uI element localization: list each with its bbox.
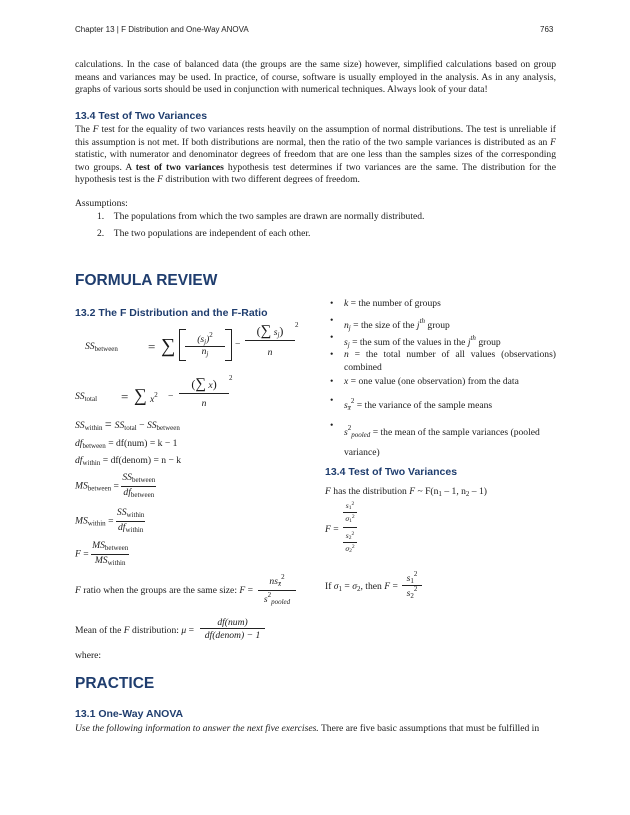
assumption-item: 2. The two populations are independent of each other.: [97, 228, 311, 239]
practice-paragraph: Use the following information to answer the next five exercises. There are five basic assumptions that must be fulfilled in: [75, 723, 540, 734]
section-13-4-paragraph: The F test for the equality of two variances rests heavily on the assumption of normal distributions. The test is unreliable if this assumption is not met. If both distributions are normal, then the ratio of the two sample variances is distributed as an F statistic, with numerator and denominator degrees of freedom that are one less than the samples sizes of the corresponding two groups. A test of two variances hypothesis test determines if two variances are the same. The distribution for the hypothesis test is the F distribution with two different degrees of freedom.: [75, 124, 556, 186]
ss-within-formula: $SS_{within} = SS_{total} - SS_{between}$: [75, 417, 180, 432]
mean-of-f-formula: Mean of the F distribution: μ = df(num) df(denom) − 1: [75, 617, 305, 645]
equal-variance-formula: If $\sigma_1 = \sigma_2$, then F = $s_1^2$ $s_2^2$: [325, 570, 445, 604]
ms-within-formula: $MS_{within}$ = $\frac{SS_{within}}{df_{within}}$: [75, 507, 145, 534]
page-number: 763: [540, 25, 554, 34]
list-item: • x = one value (one observation) from the data: [330, 376, 519, 387]
ms-between-formula: $MS_{between}$ = $\frac{SS_{between}}{df_{between}}$: [75, 472, 156, 499]
assumptions-label: Assumptions:: [75, 198, 128, 209]
right-column-heading: 13.4 Test of Two Variances: [325, 466, 458, 478]
where-label: where:: [75, 650, 102, 661]
list-item: • k = the number of groups: [330, 298, 441, 309]
f-ratio-equal-size-formula: F ratio when the groups are the same size: F = $ns_{x̄}^2$ $s^2_{pooled}$: [75, 572, 325, 608]
running-header: Chapter 13 | F Distribution and One-Way ANOVA: [75, 25, 249, 34]
assumption-item: 1. The populations from which the two samples are drawn are normally distributed.: [97, 211, 425, 222]
f-variance-ratio-formula: F = $s1^2$ $\sigma 1^2$ $s2^2$ $\sigma 2^2$: [325, 500, 365, 562]
f-ratio-formula: F = $\frac{MS_{between}}{MS_{within}}$: [75, 540, 129, 567]
list-item: • $s_j$ = the sum of the values in the $j^{th}$ group: [330, 332, 501, 349]
df-between-formula: $df_{between} = df(num) = k - 1$: [75, 438, 178, 450]
left-column-heading: 13.2 The F Distribution and the F-Ratio: [75, 307, 268, 319]
list-item: • n = the total number of all values (observations) combined: [330, 349, 556, 373]
df-within-formula: $df_{within}$ = df(denom) = n − k: [75, 455, 182, 467]
practice-subheading: 13.1 One-Way ANOVA: [75, 708, 184, 720]
list-item: • $s_{x̄}^2$ = the variance of the sample means: [330, 395, 493, 412]
formula-review-heading: FORMULA REVIEW: [75, 272, 218, 289]
list-item: • $s^2_{pooled}$ = the mean of the sample variances (pooled variance): [330, 420, 540, 458]
section-heading-13-4: 13.4 Test of Two Variances: [75, 110, 208, 122]
f-distribution-statement: F has the distribution F ~ $F(n_1 - 1$, $n_2 - 1$): [325, 486, 487, 498]
practice-heading: PRACTICE: [75, 675, 155, 692]
intro-paragraph: calculations. In the case of balanced data (the groups are the same size) however, simplified calculations based on group means and variances may be used. In practice, of course, software is usually employed in the analysis. As in any analysis, graphs of various sorts should be used in conjunction with numerical techniques. Always look of your data!: [75, 59, 556, 96]
list-item: • $n_j$ = the size of the $j^{th}$ group: [330, 315, 450, 332]
